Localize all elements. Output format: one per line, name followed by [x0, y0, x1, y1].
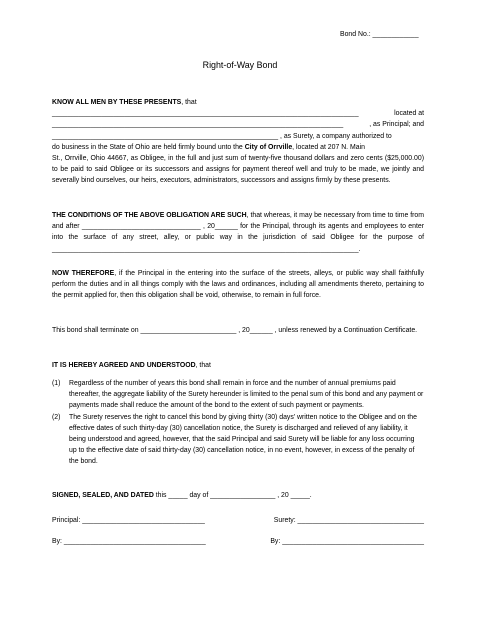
now-therefore-section — [52, 268, 424, 302]
intro-heading-tail: , that — [181, 99, 197, 106]
conditions-list — [52, 378, 424, 468]
conditions-section — [52, 210, 424, 255]
list-item-text: Regardless of the number of years this bond shall remain in force and the number of annual premiums paid thereafter, the aggregate liability of the Surety hereunder is limited to the penal sum of this bond and any payment or payments made shall reduce the amount of the bond to the extent of such payment or payments. — [69, 380, 424, 410]
signed-section — [52, 490, 424, 501]
list-item-text: The Surety reserves the right to cancel this bond by giving thirty (30) days’ written notice to the Obligee and on the effective dates of such thirty-day (30) cancellation notice, the Surety is discharged and relieved of any liability, it being understood and agreed, however, that the said Principal and said Surety will be liable for any loss occurring up to the effective date of said thirty-day (30) cancellation notice, in no event, however, in excess of the penalty of the bond. — [69, 413, 417, 466]
list-item-number: (2) — [52, 413, 61, 421]
intro-line-surety: ___________________________________________________________ , as Surety, a company authorized to — [52, 132, 392, 140]
intro-section — [52, 97, 424, 187]
agreed-section — [52, 360, 424, 371]
principal-by-line[interactable]: By: _____________________________________ — [52, 538, 206, 545]
city-name: City of Orrville — [244, 143, 293, 151]
terminate-text: This bond shall terminate on _________________________ , 20______ , unless renewed by a Continuation Certificate. — [52, 327, 418, 334]
document-title: Right-of-Way Bond — [202, 60, 278, 70]
surety-signature-line[interactable]: Surety: _________________________________ — [273, 517, 424, 524]
signature-row-names — [52, 515, 424, 526]
intro-line-located — [52, 108, 424, 119]
terminate-section — [52, 325, 424, 336]
conditions-heading: THE CONDITIONS OF THE ABOVE OBLIGATION ARE SUCH — [52, 212, 247, 219]
principal-address-blank: ____________________________________________________________________________ — [52, 121, 344, 129]
agreed-heading: IT IS HEREBY AGREED AND UNDERSTOOD — [52, 362, 196, 369]
surety-by-line[interactable]: By: _____________________________________ — [270, 538, 424, 545]
as-principal-text: , as Principal; and — [369, 121, 424, 129]
located-at-text: located at — [394, 110, 424, 118]
signed-heading: SIGNED, SEALED, AND DATED — [52, 492, 154, 499]
agreed-heading-tail: , that — [195, 362, 211, 369]
intro-heading-line — [52, 97, 424, 108]
signature-row-by — [52, 536, 424, 547]
signed-text: this _____ day of _________________ , 20 _____. — [153, 492, 312, 499]
city-address: , located at 207 N. Main — [292, 143, 365, 151]
bond-number: Bond No.: ____________ — [340, 31, 419, 38]
now-therefore-heading: NOW THEREFORE — [52, 270, 115, 277]
list-item — [52, 412, 424, 468]
now-therefore-text: , if the Principal in the entering into the surface of the streets, alleys, or public way shall faithfully perform the duties and in all things comply with the laws and ordinances, including all amendments thereto, pertaining to the permit applied for, then this obligation shall be void, otherwise, to remain in full force. — [52, 270, 424, 300]
intro-rest: St., Orrville, Ohio 44667, as Obligee, in the full and just sum of twenty-five thousand dollars and zero cents ($25,000.00) to be paid to said Obligee or its successors and assigns for payment thereof well and truly to be made, we jointly and severally bind ourselves, our heirs, executors, administrators, successors and assigns firmly by these presents. — [52, 154, 424, 185]
list-item-number: (1) — [52, 380, 61, 387]
list-item — [52, 378, 424, 412]
intro-line-principal — [52, 119, 424, 130]
conditions-text: , that whereas, it may be necessary from time to time from and after _______________________________ , 20______ for the Principal, through its agents and employees to enter into the surface of any street, alley, or public way in the jurisdiction of said Obligee for the purpose of ________________________________________________________________________________. — [52, 212, 424, 253]
intro-heading: KNOW ALL MEN BY THESE PRESENTS — [52, 99, 182, 106]
principal-name-blank: ________________________________________________________________________________ — [52, 110, 359, 118]
principal-signature-line[interactable]: Principal: ________________________________ — [52, 517, 205, 524]
intro-ohio-text: do business in the State of Ohio are held firmly bound unto the — [52, 143, 245, 151]
intro-line-ohio — [52, 142, 424, 153]
